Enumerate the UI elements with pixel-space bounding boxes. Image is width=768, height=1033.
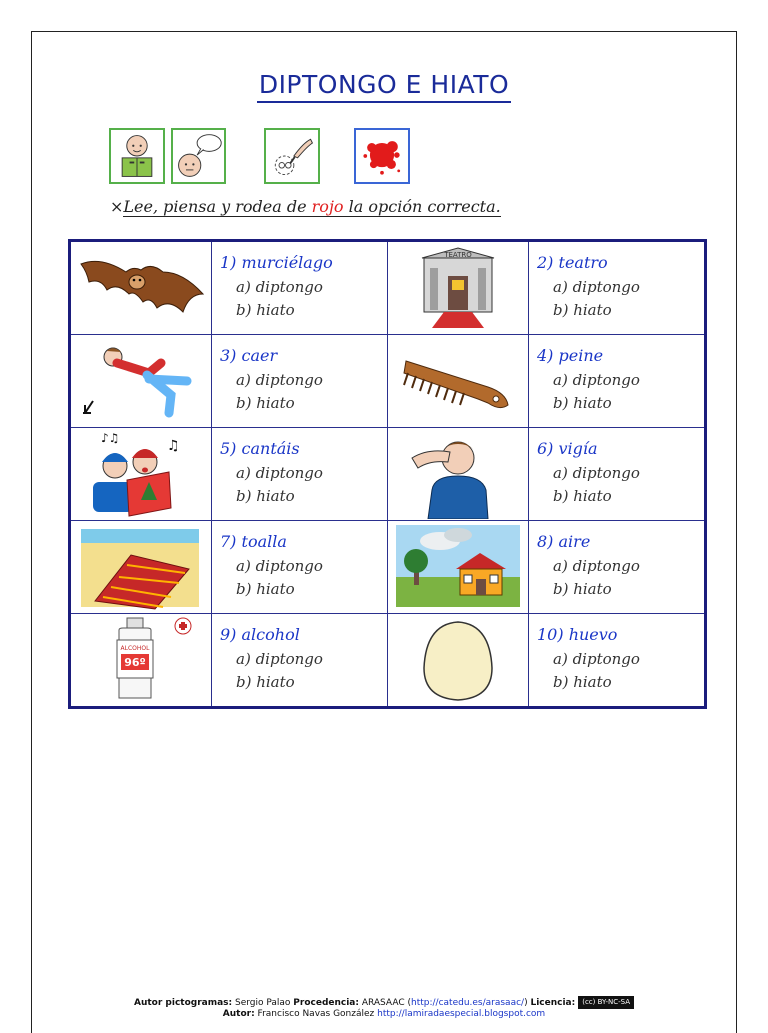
item-word: 2) teatro	[537, 253, 608, 272]
item-cell-1	[212, 241, 388, 335]
bat-icon	[70, 241, 212, 335]
option-diptongo[interactable]: a) diptongo	[553, 649, 640, 668]
option-diptongo[interactable]: a) diptongo	[553, 371, 640, 389]
svg-text:♪♫: ♪♫	[101, 430, 120, 445]
item-cell-3	[212, 335, 388, 428]
item-word: 9) alcohol	[220, 624, 300, 644]
option-hiato[interactable]: b) hiato	[553, 672, 612, 691]
option-diptongo[interactable]: a) diptongo	[236, 649, 323, 668]
option-diptongo[interactable]: a) diptongo	[236, 278, 323, 296]
lookout-man-icon	[388, 427, 529, 520]
option-diptongo[interactable]: a) diptongo	[553, 556, 640, 575]
beach-towel-icon	[70, 520, 212, 613]
item-cell-6	[529, 427, 706, 520]
item-cell-8	[529, 520, 706, 613]
option-hiato[interactable]: b) hiato	[236, 486, 295, 505]
option-diptongo[interactable]: a) diptongo	[236, 463, 323, 482]
instruction-text: ×Lee, piensa y rodea de rojo la opción correcta.	[110, 197, 501, 216]
item-word: 1) murciélago	[220, 253, 333, 272]
credits-line-1: Autor pictogramas: Sergio Palao Procedencia: ARASAAC (http://catedu.es/arasaac/) Licencia: (cc) BY-NC-SA	[0, 996, 768, 1009]
credits-line-2: Autor: Francisco Navas González http://lamiradaespecial.blogspot.com	[222, 1009, 546, 1019]
option-hiato[interactable]: b) hiato	[553, 579, 612, 598]
item-cell-9	[212, 613, 388, 707]
reading-child-icon	[109, 128, 165, 184]
red-paint-splash-icon	[354, 128, 410, 184]
item-cell-2	[529, 241, 706, 335]
item-word: 3) caer	[220, 346, 278, 365]
falling-boy-icon	[70, 335, 212, 428]
option-hiato[interactable]: b) hiato	[553, 301, 612, 319]
option-diptongo[interactable]: a) diptongo	[553, 278, 640, 296]
svg-text:♫: ♫	[167, 437, 180, 454]
theatre-sign: TEATRO	[444, 251, 472, 259]
option-hiato[interactable]: b) hiato	[553, 486, 612, 505]
option-hiato[interactable]: b) hiato	[236, 672, 295, 691]
circle-drawing-icon	[264, 128, 320, 184]
house-landscape-icon	[388, 520, 529, 613]
arasaac-link[interactable]: http://catedu.es/arasaac/	[411, 998, 525, 1008]
option-diptongo[interactable]: a) diptongo	[553, 463, 640, 482]
option-diptongo[interactable]: a) diptongo	[236, 556, 323, 575]
item-cell-5	[212, 427, 388, 520]
cc-license-badge: (cc) BY-NC-SA	[578, 996, 634, 1009]
option-hiato[interactable]: b) hiato	[236, 579, 295, 598]
option-diptongo[interactable]: a) diptongo	[236, 371, 323, 389]
bottle-label: ALCOHOL	[120, 644, 150, 652]
item-word: 6) vigía	[537, 438, 598, 458]
credits-footer	[0, 996, 768, 1020]
item-word: 5) cantáis	[220, 438, 300, 458]
item-word: 4) peine	[537, 346, 604, 365]
option-hiato[interactable]: b) hiato	[236, 301, 295, 319]
item-cell-7	[212, 520, 388, 613]
option-hiato[interactable]: b) hiato	[236, 394, 295, 412]
item-word: 7) toalla	[220, 531, 287, 551]
singing-children-icon	[70, 427, 212, 520]
item-cell-10	[529, 613, 706, 707]
item-word: 10) huevo	[537, 624, 618, 644]
page-title: DIPTONGO E HIATO	[0, 70, 768, 99]
item-cell-4	[529, 335, 706, 428]
comb-icon	[388, 335, 529, 428]
option-hiato[interactable]: b) hiato	[553, 394, 612, 412]
egg-icon	[388, 613, 529, 707]
bottle-degree: 96º	[124, 655, 146, 669]
alcohol-bottle-icon	[70, 613, 212, 707]
thinking-child-icon	[171, 128, 226, 184]
blog-link[interactable]: http://lamiradaespecial.blogspot.com	[377, 1009, 546, 1019]
theatre-icon	[388, 241, 529, 335]
exercise-table	[68, 239, 707, 709]
item-word: 8) aire	[537, 531, 591, 551]
